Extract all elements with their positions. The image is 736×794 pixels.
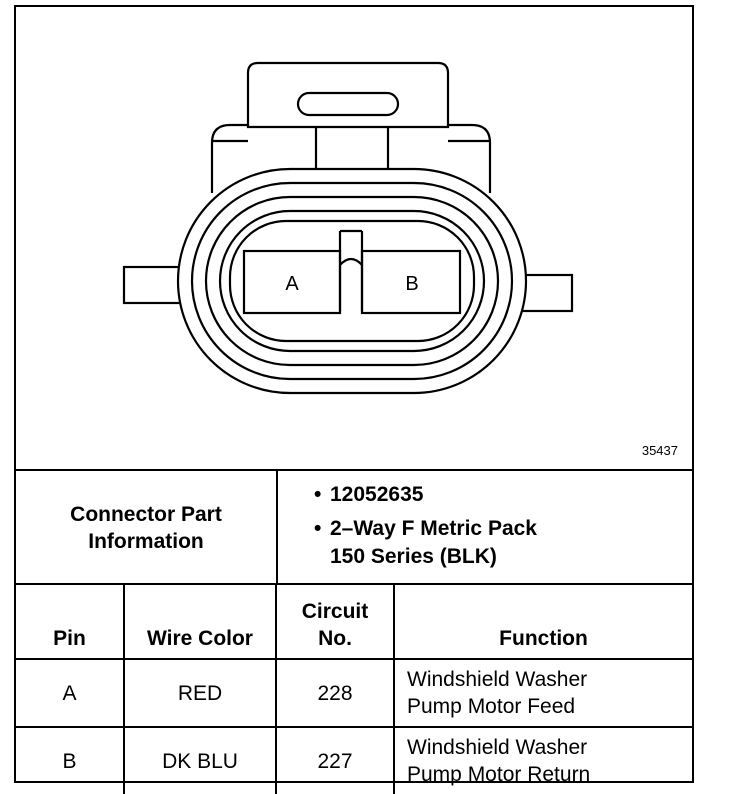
header-wire-color: Wire Color	[124, 584, 276, 659]
connector-info-frame	[14, 5, 694, 786]
header-pin: Pin	[16, 584, 124, 659]
tab-neck	[316, 127, 388, 172]
part-info-label-line2: Information	[88, 530, 204, 553]
bullet-glyph: •	[314, 483, 322, 506]
part-description-line1: 2–Way F Metric Pack	[330, 517, 537, 540]
function-line1: Windshield Washer	[407, 736, 588, 759]
part-info-row	[16, 469, 692, 585]
part-description-line2: 150 Series (BLK)	[330, 545, 497, 568]
part-info-label-line1: Connector Part	[70, 503, 222, 526]
header-circuit-line2: No.	[318, 627, 352, 650]
function-line2: Pump Motor Feed	[407, 695, 576, 718]
header-circuit-line1: Circuit	[301, 600, 369, 623]
pin-cell: B	[16, 727, 124, 794]
pinout-table	[16, 583, 692, 794]
bullet-glyph: •	[314, 517, 322, 540]
cavity-label-a: A	[285, 273, 299, 295]
function-cell	[394, 727, 692, 794]
function-line1: Windshield Washer	[407, 668, 588, 691]
part-number: 12052635	[330, 483, 424, 506]
part-number-item	[278, 481, 688, 509]
table-row	[16, 659, 692, 727]
part-info-label	[16, 471, 278, 585]
circuit-cell: 227	[276, 727, 394, 794]
header-circuit-no	[276, 584, 394, 659]
locking-tab	[248, 63, 448, 127]
header-function: Function	[394, 584, 692, 659]
table-row	[16, 727, 692, 794]
part-description-item	[278, 515, 688, 571]
wire-color-cell: RED	[124, 659, 276, 727]
right-ear	[522, 275, 572, 311]
pinout-header-row	[16, 584, 692, 659]
circuit-cell: 228	[276, 659, 394, 727]
figure-number: 35437	[641, 443, 678, 458]
left-ear	[124, 267, 186, 303]
connector-face-diagram	[16, 7, 692, 467]
pin-cell: A	[16, 659, 124, 727]
wire-color-cell: DK BLU	[124, 727, 276, 794]
function-line2: Pump Motor Return	[407, 763, 591, 786]
part-info-values	[278, 481, 688, 577]
function-cell	[394, 659, 692, 727]
cavity-label-b: B	[405, 273, 419, 295]
